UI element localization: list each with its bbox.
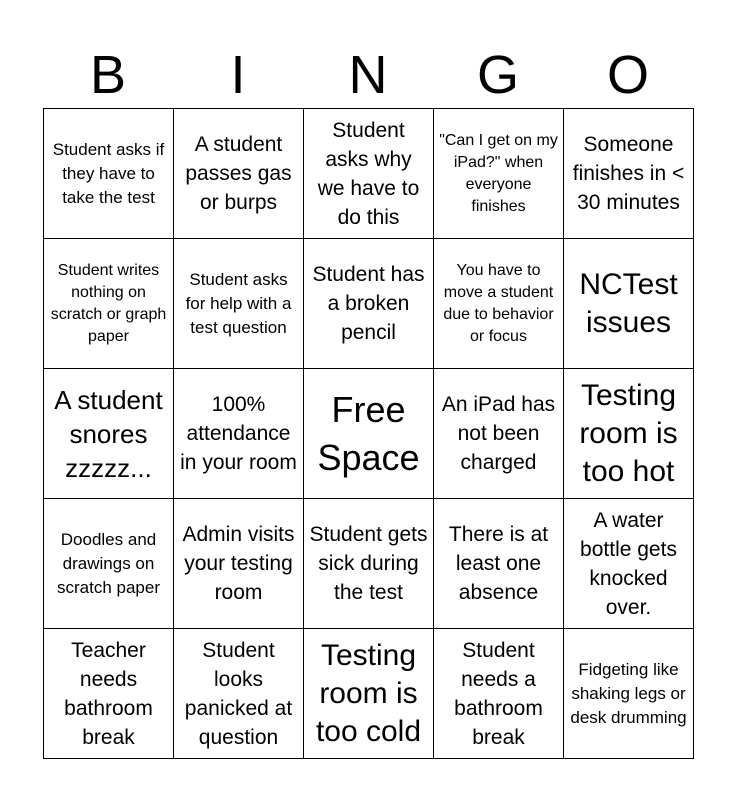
bingo-cell[interactable]	[564, 499, 694, 629]
bingo-cell[interactable]	[174, 629, 304, 759]
bingo-cell-text: "Can I get on my iPad?" when everyone finishes	[439, 131, 558, 215]
header-letter-o: O	[606, 45, 649, 105]
bingo-cell-text: 100% attendance in your room	[180, 393, 297, 474]
bingo-cell[interactable]	[304, 239, 434, 369]
bingo-cell[interactable]	[174, 369, 304, 499]
bingo-cell[interactable]	[564, 109, 694, 239]
bingo-cell[interactable]	[434, 239, 564, 369]
bingo-grid	[43, 108, 694, 759]
bingo-cell-text: Student asks if they have to take the test	[52, 139, 165, 207]
bingo-cell[interactable]	[304, 109, 434, 239]
bingo-cell[interactable]	[304, 499, 434, 629]
bingo-cell[interactable]	[44, 629, 174, 759]
bingo-cell-text: Student writes nothing on scratch or graph paper	[50, 261, 167, 345]
bingo-cell-text: Doodles and drawings on scratch paper	[57, 529, 160, 597]
bingo-cell[interactable]	[44, 109, 174, 239]
bingo-cell-text: There is at least one absence	[448, 523, 549, 604]
bingo-cell-text: Admin visits your testing room	[182, 523, 295, 604]
bingo-cell-text: A student passes gas or burps	[185, 133, 292, 214]
bingo-cell[interactable]	[174, 109, 304, 239]
bingo-cell-text: Student asks for help with a test question	[185, 269, 292, 337]
bingo-cell[interactable]	[44, 499, 174, 629]
bingo-cell-text: Testing room is too cold	[315, 638, 422, 748]
bingo-cell[interactable]	[434, 109, 564, 239]
bingo-cell-text: Teacher needs bathroom break	[64, 638, 153, 749]
bingo-cell[interactable]	[564, 239, 694, 369]
bingo-cell-text: Student gets sick during the test	[309, 523, 428, 604]
bingo-cell[interactable]	[44, 239, 174, 369]
bingo-cell-text: Student asks why we have to do this	[317, 118, 420, 229]
bingo-cell-text: A water bottle gets knocked over.	[580, 508, 677, 619]
bingo-header	[43, 44, 693, 106]
bingo-cell-text: Someone finishes in < 30 minutes	[572, 133, 685, 214]
bingo-cell[interactable]	[434, 629, 564, 759]
bingo-cell[interactable]	[304, 629, 434, 759]
bingo-cell-text: Free Space	[317, 388, 420, 478]
bingo-cell[interactable]	[174, 499, 304, 629]
header-letter-i: I	[230, 45, 246, 105]
bingo-cell-text: Student looks panicked at question	[184, 638, 293, 749]
bingo-cell-text: An iPad has not been charged	[441, 393, 556, 474]
bingo-cell[interactable]	[434, 369, 564, 499]
bingo-cell-text: Testing room is too hot	[579, 378, 678, 488]
bingo-cell[interactable]	[434, 499, 564, 629]
bingo-cell-text: You have to move a student due to behavior or focus	[443, 261, 554, 345]
bingo-cell[interactable]	[564, 369, 694, 499]
bingo-cell-text: Student needs a bathroom break	[454, 638, 543, 749]
header-letter-g: G	[476, 45, 519, 105]
bingo-cell[interactable]	[174, 239, 304, 369]
bingo-cell-text: Fidgeting like shaking legs or desk drumming	[570, 659, 687, 727]
bingo-cell-text: A student snores zzzzz...	[54, 384, 163, 483]
bingo-cell[interactable]	[44, 369, 174, 499]
bingo-cell[interactable]	[564, 629, 694, 759]
bingo-cell-text: Student has a broken pencil	[312, 263, 425, 344]
header-letter-n: N	[348, 45, 388, 105]
header-letter-b: B	[89, 45, 127, 105]
bingo-cell[interactable]	[304, 369, 434, 499]
bingo-cell-text: NCTest issues	[579, 267, 678, 339]
